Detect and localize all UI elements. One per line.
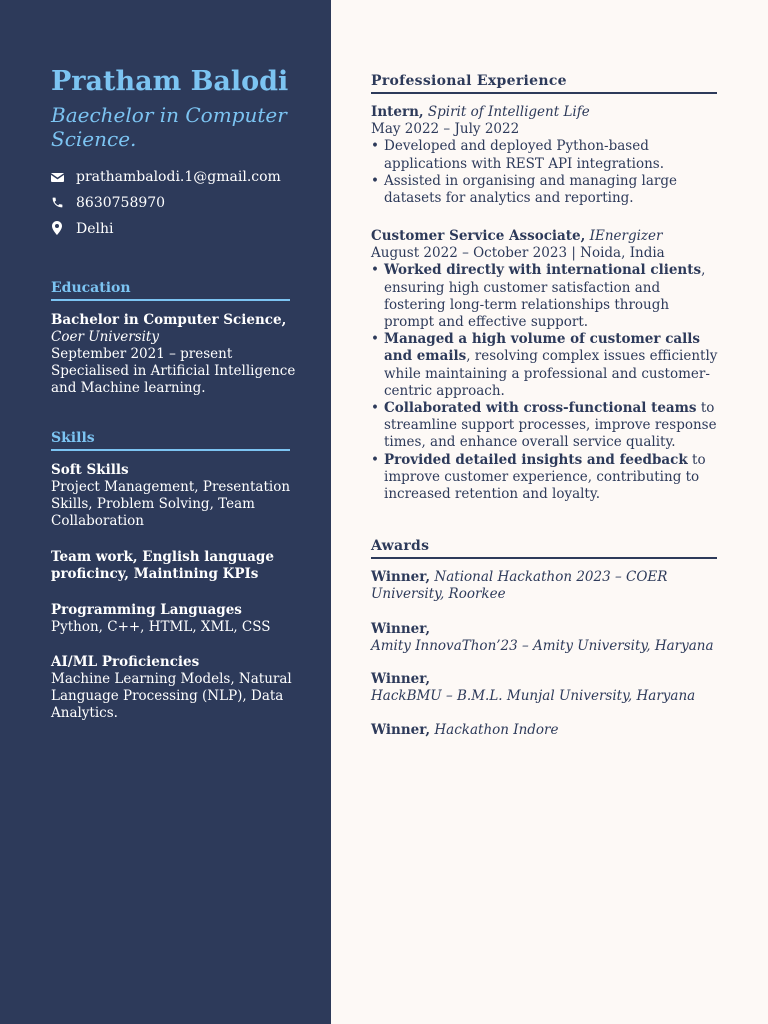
skill-group-title: Team work, English language proficincy, Maintining KPIs — [51, 549, 274, 582]
award-title: Winner, — [371, 671, 431, 687]
envelope-icon — [51, 170, 65, 188]
skill-group-aiml — [51, 654, 296, 722]
job-bullet: • Collaborated with cross-functional teams to streamline support processes, improve response times, and enhance overall service quality. — [371, 400, 721, 452]
job-bullet: • Managed a high volume of customer calls and emails, resolving complex issues efficiently while maintaining a professional and customer-centric approach. — [371, 331, 721, 400]
job-bullet: • Developed and deployed Python-based applications with REST API integrations. — [371, 138, 721, 172]
phone-icon — [51, 196, 65, 214]
job-company: Spirit of Intelligent Life — [427, 104, 590, 120]
skill-group-text: Project Management, Presentation Skills, Problem Solving, Team Collaboration — [51, 479, 291, 529]
education-degree: Bachelor in Computer Science, — [51, 312, 287, 328]
skill-group-text: Machine Learning Models, Natural Language Processing (NLP), Data Analytics. — [51, 671, 292, 721]
skill-group-soft — [51, 462, 296, 530]
skills-heading: Skills — [51, 429, 290, 451]
job-dates: August 2022 – October 2023 | Noida, India — [371, 245, 665, 262]
award-title: Winner, — [371, 569, 431, 585]
award-item — [371, 621, 721, 655]
education-dates: September 2021 – present — [51, 346, 233, 362]
skill-group-title: Soft Skills — [51, 462, 129, 478]
award-detail: National Hackathon 2023 – COER University, Roorkee — [371, 569, 668, 603]
email-text: prathambalodi.1@gmail.com — [76, 169, 281, 185]
education-heading: Education — [51, 279, 290, 301]
award-item — [371, 722, 721, 739]
award-title: Winner, — [371, 621, 431, 637]
experience-heading: Professional Experience — [371, 72, 717, 94]
location-text: Delhi — [76, 221, 114, 237]
job-entry-csa — [371, 228, 721, 503]
education-entry — [51, 312, 296, 397]
location-contact — [51, 220, 113, 240]
job-entry-intern — [371, 104, 721, 207]
award-detail: Hackathon Indore — [434, 722, 559, 738]
phone-contact[interactable] — [51, 194, 165, 214]
education-detail: Specialised in Artificial Intelligence and Machine learning. — [51, 363, 296, 396]
award-item — [371, 671, 721, 705]
skill-group-title: Programming Languages — [51, 602, 242, 618]
job-company: IEnergizer — [589, 228, 663, 244]
job-role: Intern, — [371, 104, 424, 120]
award-item — [371, 569, 721, 603]
education-school: Coer University — [51, 329, 159, 345]
award-detail: HackBMU – B.M.L. Munjal University, Haryana — [371, 688, 696, 705]
candidate-subtitle: Baechelor in Computer Science. — [51, 103, 287, 151]
skill-group-text: Python, C++, HTML, XML, CSS — [51, 619, 271, 635]
email-contact[interactable] — [51, 168, 281, 188]
phone-text: 8630758970 — [76, 195, 166, 211]
job-bullet: • Worked directly with international clients, ensuring high customer satisfaction and fostering long-term relationships through prompt and effective support. — [371, 262, 721, 331]
job-role: Customer Service Associate, — [371, 228, 586, 244]
candidate-name: Pratham Balodi — [51, 66, 289, 97]
skill-group-teamwork — [51, 549, 296, 583]
map-pin-icon — [51, 221, 65, 240]
awards-heading: Awards — [371, 537, 717, 559]
award-title: Winner, — [371, 722, 431, 738]
job-bullet: • Provided detailed insights and feedback to improve customer experience, contributing to increased retention and loyalty. — [371, 452, 721, 504]
award-detail: Amity InnovaThon’23 – Amity University, Haryana — [371, 638, 714, 655]
skill-group-title: AI/ML Proficiencies — [51, 654, 200, 670]
skill-group-programming — [51, 602, 296, 636]
job-bullet: • Assisted in organising and managing large datasets for analytics and reporting. — [371, 173, 721, 207]
sidebar — [0, 0, 331, 1024]
job-dates: May 2022 – July 2022 — [371, 121, 520, 138]
